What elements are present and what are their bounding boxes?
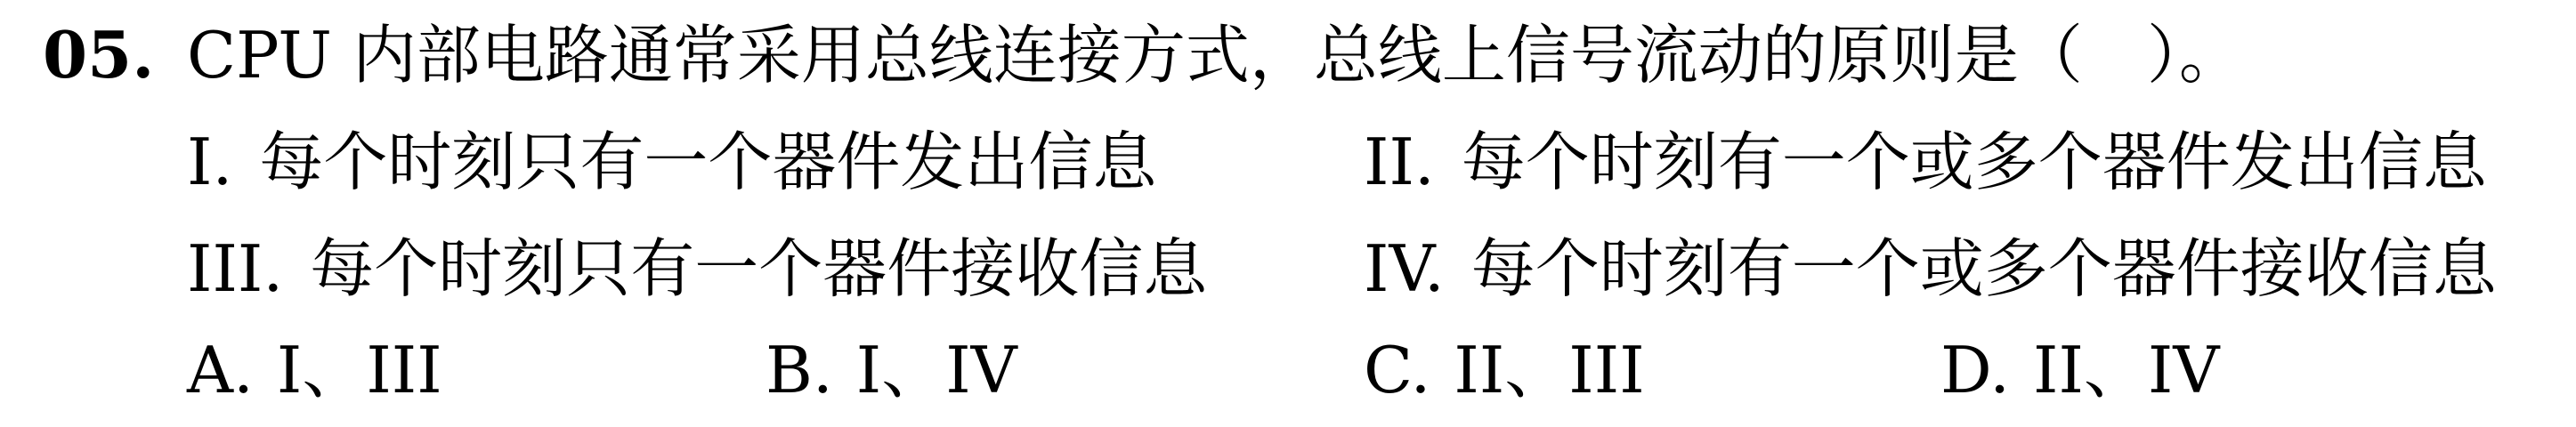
statement-i <box>187 117 1156 206</box>
option-text: II、III <box>1454 333 1645 407</box>
statement-iii <box>187 224 1207 313</box>
statement-text: 每个时刻有一个或多个器件接收信息 <box>1470 231 2497 306</box>
option-letter: B. <box>766 333 833 407</box>
statement-text: 每个时刻只有一个器件发出信息 <box>259 125 1157 199</box>
option-a[interactable] <box>187 326 442 415</box>
statement-mark: IV. <box>1364 231 1445 306</box>
option-c[interactable] <box>1364 326 1645 415</box>
question-stem: CPU 内部电路通常采用总线连接方式，总线上信号流动的原则是（ ）。 <box>187 18 2243 93</box>
statement-mark: II. <box>1364 125 1435 199</box>
option-text: II、IV <box>2033 333 2220 407</box>
option-d[interactable] <box>1940 326 2219 415</box>
option-letter: C. <box>1364 333 1431 407</box>
question-number: 05. <box>43 17 155 93</box>
statement-mark: I. <box>187 125 233 199</box>
statement-text: 每个时刻只有一个器件接收信息 <box>310 231 1208 306</box>
option-text: I、III <box>276 333 442 407</box>
statement-mark: III. <box>187 231 284 306</box>
option-letter: A. <box>187 333 254 407</box>
option-b[interactable] <box>766 326 1017 415</box>
option-text: I、IV <box>855 333 1017 407</box>
option-letter: D. <box>1940 333 2011 407</box>
statement-iv <box>1364 224 2497 313</box>
statement-ii <box>1364 117 2487 206</box>
statement-text: 每个时刻有一个或多个器件发出信息 <box>1461 125 2487 199</box>
